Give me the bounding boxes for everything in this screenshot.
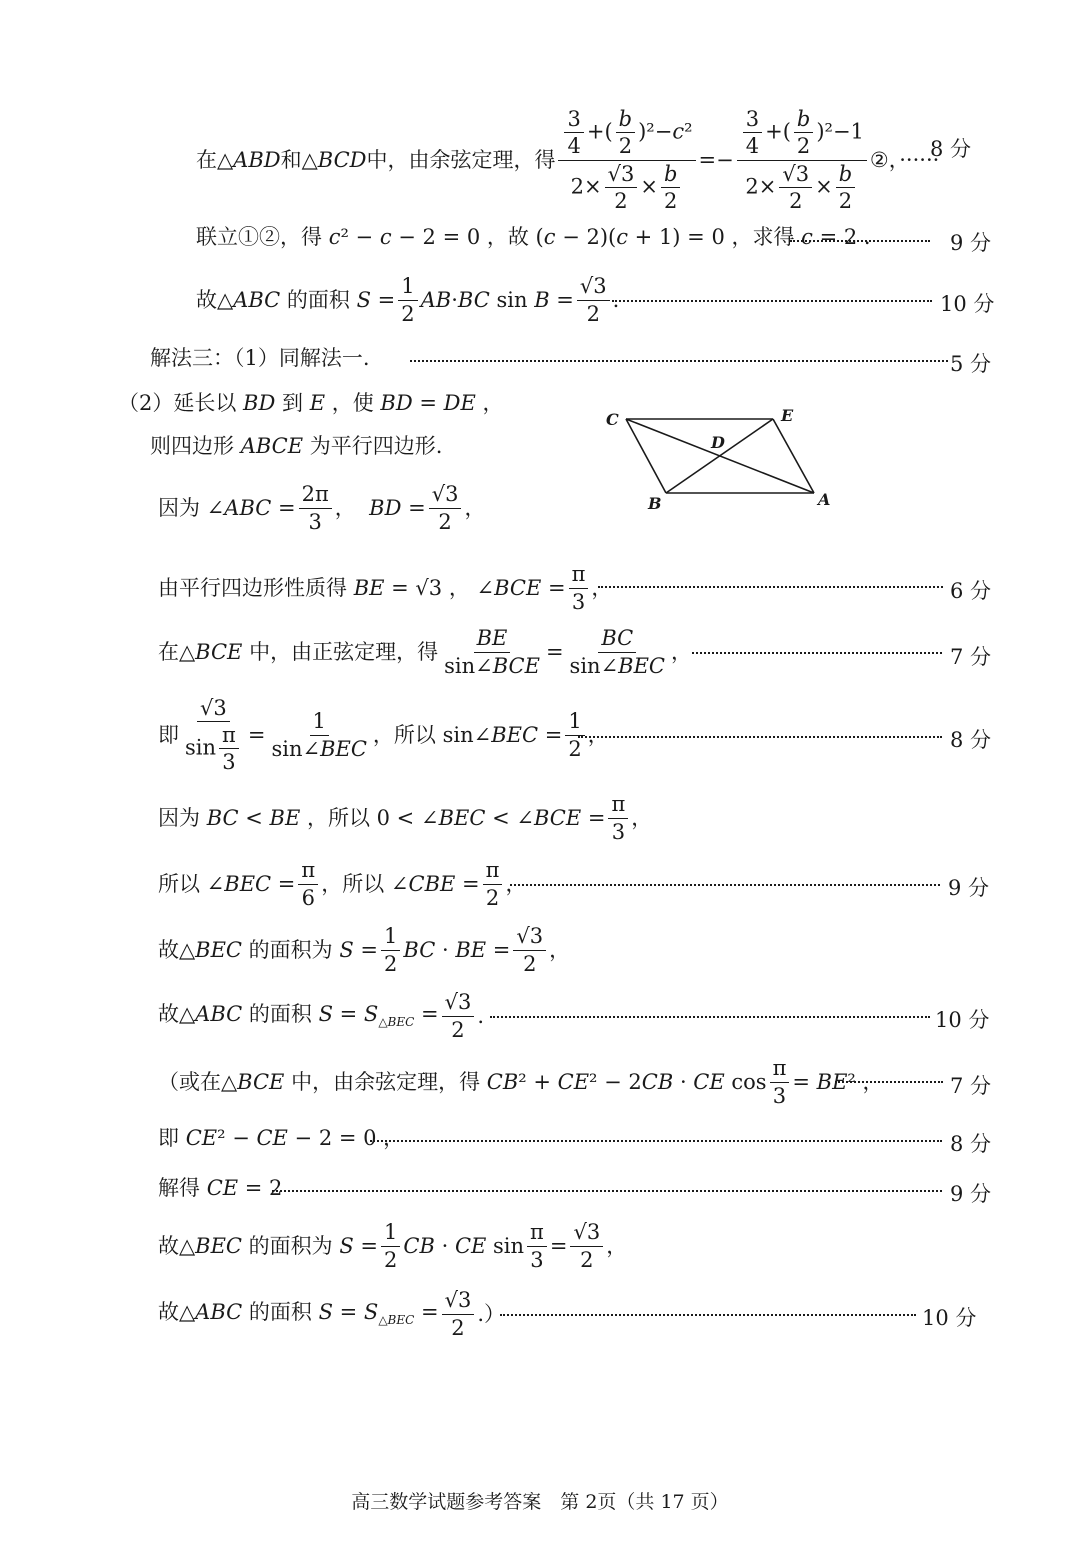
score-7-b: 7 分 [950, 1074, 992, 1098]
score-5: 5 分 [950, 352, 992, 376]
leader-dots [835, 1081, 943, 1083]
fraction-right: $\frac{3}{4}$ +( $\frac{b}{2}$ )²−1 2× $\frac{√3}{2}$ × $\frac{b}{2}$ [737, 106, 867, 214]
eq-line-ce-quadratic: 即 CE² − CE − 2 = 0 ， [158, 1126, 405, 1150]
score-8-c: 8 分 [950, 1132, 992, 1156]
eq-line-area-abc: 故△ABC 的面积 $S = S_{\triangle BEC}$ = $\frac{√3}{2}$ . [158, 990, 485, 1042]
score-7-a: 7 分 [950, 645, 992, 669]
score-10-c: 10 分 [922, 1306, 977, 1330]
eq-line-solve: 联立①②，得 c² − c − 2 = 0 ，故 (c − 2)(c + 1) = 0 ，求得 c = 2 . [196, 225, 871, 249]
label-C: C [606, 410, 619, 429]
leader-dots [578, 736, 942, 738]
label-E: E [781, 406, 794, 425]
step-parallelogram: 则四边形 ABCE 为平行四边形. [150, 434, 443, 458]
leader-dots [490, 1016, 930, 1018]
score-6: 6 分 [950, 579, 992, 603]
leader-dots [272, 1190, 942, 1192]
page-footer: 高三数学试题参考答案 第 2页（共 17 页） [351, 1491, 729, 1513]
score-8-a: 8 分 [930, 137, 972, 161]
eq-line-area-bec: 故△BEC 的面积为 S = $\frac{1}{2}$ BC · BE = $\frac{√3}{2}$ ， [158, 924, 571, 976]
leader-dots [510, 884, 940, 886]
label-A: A [818, 490, 831, 509]
eq-line-1-suffix: ②，······ [869, 147, 940, 172]
diagonal-BE [666, 419, 773, 493]
eq-line-sine-law: 在△BCE 中，由正弦定理，得 $\frac{BE}{\text{sin∠BCE}}$ = $\frac{BC}{\text{sin∠BEC}}$ ， [158, 626, 693, 678]
parallelogram-diagram [598, 405, 838, 515]
eq-line-alt-cosine: （或在△BCE 中，由余弦定理，得 CB² + CE² − 2CB · CE cos $\frac{\pi}{3}$ = BE² ， [158, 1056, 884, 1108]
leader-dots [500, 1314, 916, 1316]
edge-BC [626, 419, 666, 493]
score-10-a: 10 分 [940, 292, 995, 316]
eq-line-area-bec-alt: 故△BEC 的面积为 S = $\frac{1}{2}$ CB · CE sin $\frac{\pi}{3}$ = $\frac{√3}{2}$ ， [158, 1220, 628, 1272]
edge-EA [773, 419, 814, 493]
leader-dots [612, 300, 932, 302]
eq-line-area-1: 故△ABC 的面积 S = $\frac{1}{2}$ AB·BC sin B = $\frac{√3}{2}$ . [196, 274, 620, 326]
eq-line-given: 因为 ∠ABC = $\frac{2\pi}{3}$ ， BD = $\frac{√3}{2}$ ， [158, 482, 486, 534]
eq-line-parallelogram-property: 由平行四边形性质得 BE = √3 ， ∠BCE = $\frac{\pi}{3}$ ， [158, 562, 613, 614]
leader-dots [692, 652, 942, 654]
eq-line-angles: 所以 ∠BEC = $\frac{\pi}{6}$ ，所以 ∠CBE = $\frac{\pi}{2}$ ， [158, 858, 527, 910]
fraction-left: $\frac{3}{4}$ +( $\frac{b}{2}$ )²−c² 2× $\frac{√3}{2}$ × $\frac{b}{2}$ [558, 106, 695, 214]
eq-line-sin-bec: 即 √3 sin $\frac{\pi}{3}$ = $\frac{1}{\text{sin∠BEC}}$ ，所以 sin∠BEC = $\frac{1}{2}$ ， [158, 695, 609, 775]
label-B: B [648, 494, 662, 513]
method-three-heading: 解法三：（1）同解法一. [150, 346, 370, 370]
leader-dots [410, 360, 948, 362]
score-9-a: 9 分 [950, 231, 992, 255]
leader-dots [370, 1140, 942, 1142]
score-10-b: 10 分 [935, 1008, 990, 1032]
score-9-c: 9 分 [950, 1182, 992, 1206]
leader-dots [598, 586, 943, 588]
leader-dots [790, 240, 930, 242]
score-8-b: 8 分 [950, 728, 992, 752]
eq-line-cosine: 在△ABD和△BCD中，由余弦定理，得 $\frac{3}{4}$ +( $\frac{b}{2}$ )²−c² 2× $\frac{√3}{2}$ × $\frac{b}{2}$ =− $\frac{3}{4}$ +( $\frac{b}{2}$ )²−1 2× $\frac{√3}{2}$ × $\frac{b}{2}$ ②，······ [196, 107, 940, 213]
score-9-b: 9 分 [948, 876, 990, 900]
eq-line-ce-solution: 解得 CE = 2 [158, 1176, 283, 1200]
eq-line-inequality: 因为 BC < BE ，所以 0 < ∠BEC < ∠BCE = $\frac{\pi}{3}$ ， [158, 792, 653, 844]
step-extend: （2）延长以 BD 到 E ，使 BD = DE ， [118, 391, 504, 415]
label-D: D [711, 433, 725, 452]
eq-line-area-abc-alt: 故△ABC 的面积 $S = S_{\triangle BEC}$ = $\frac{√3}{2}$ .） [158, 1288, 506, 1340]
